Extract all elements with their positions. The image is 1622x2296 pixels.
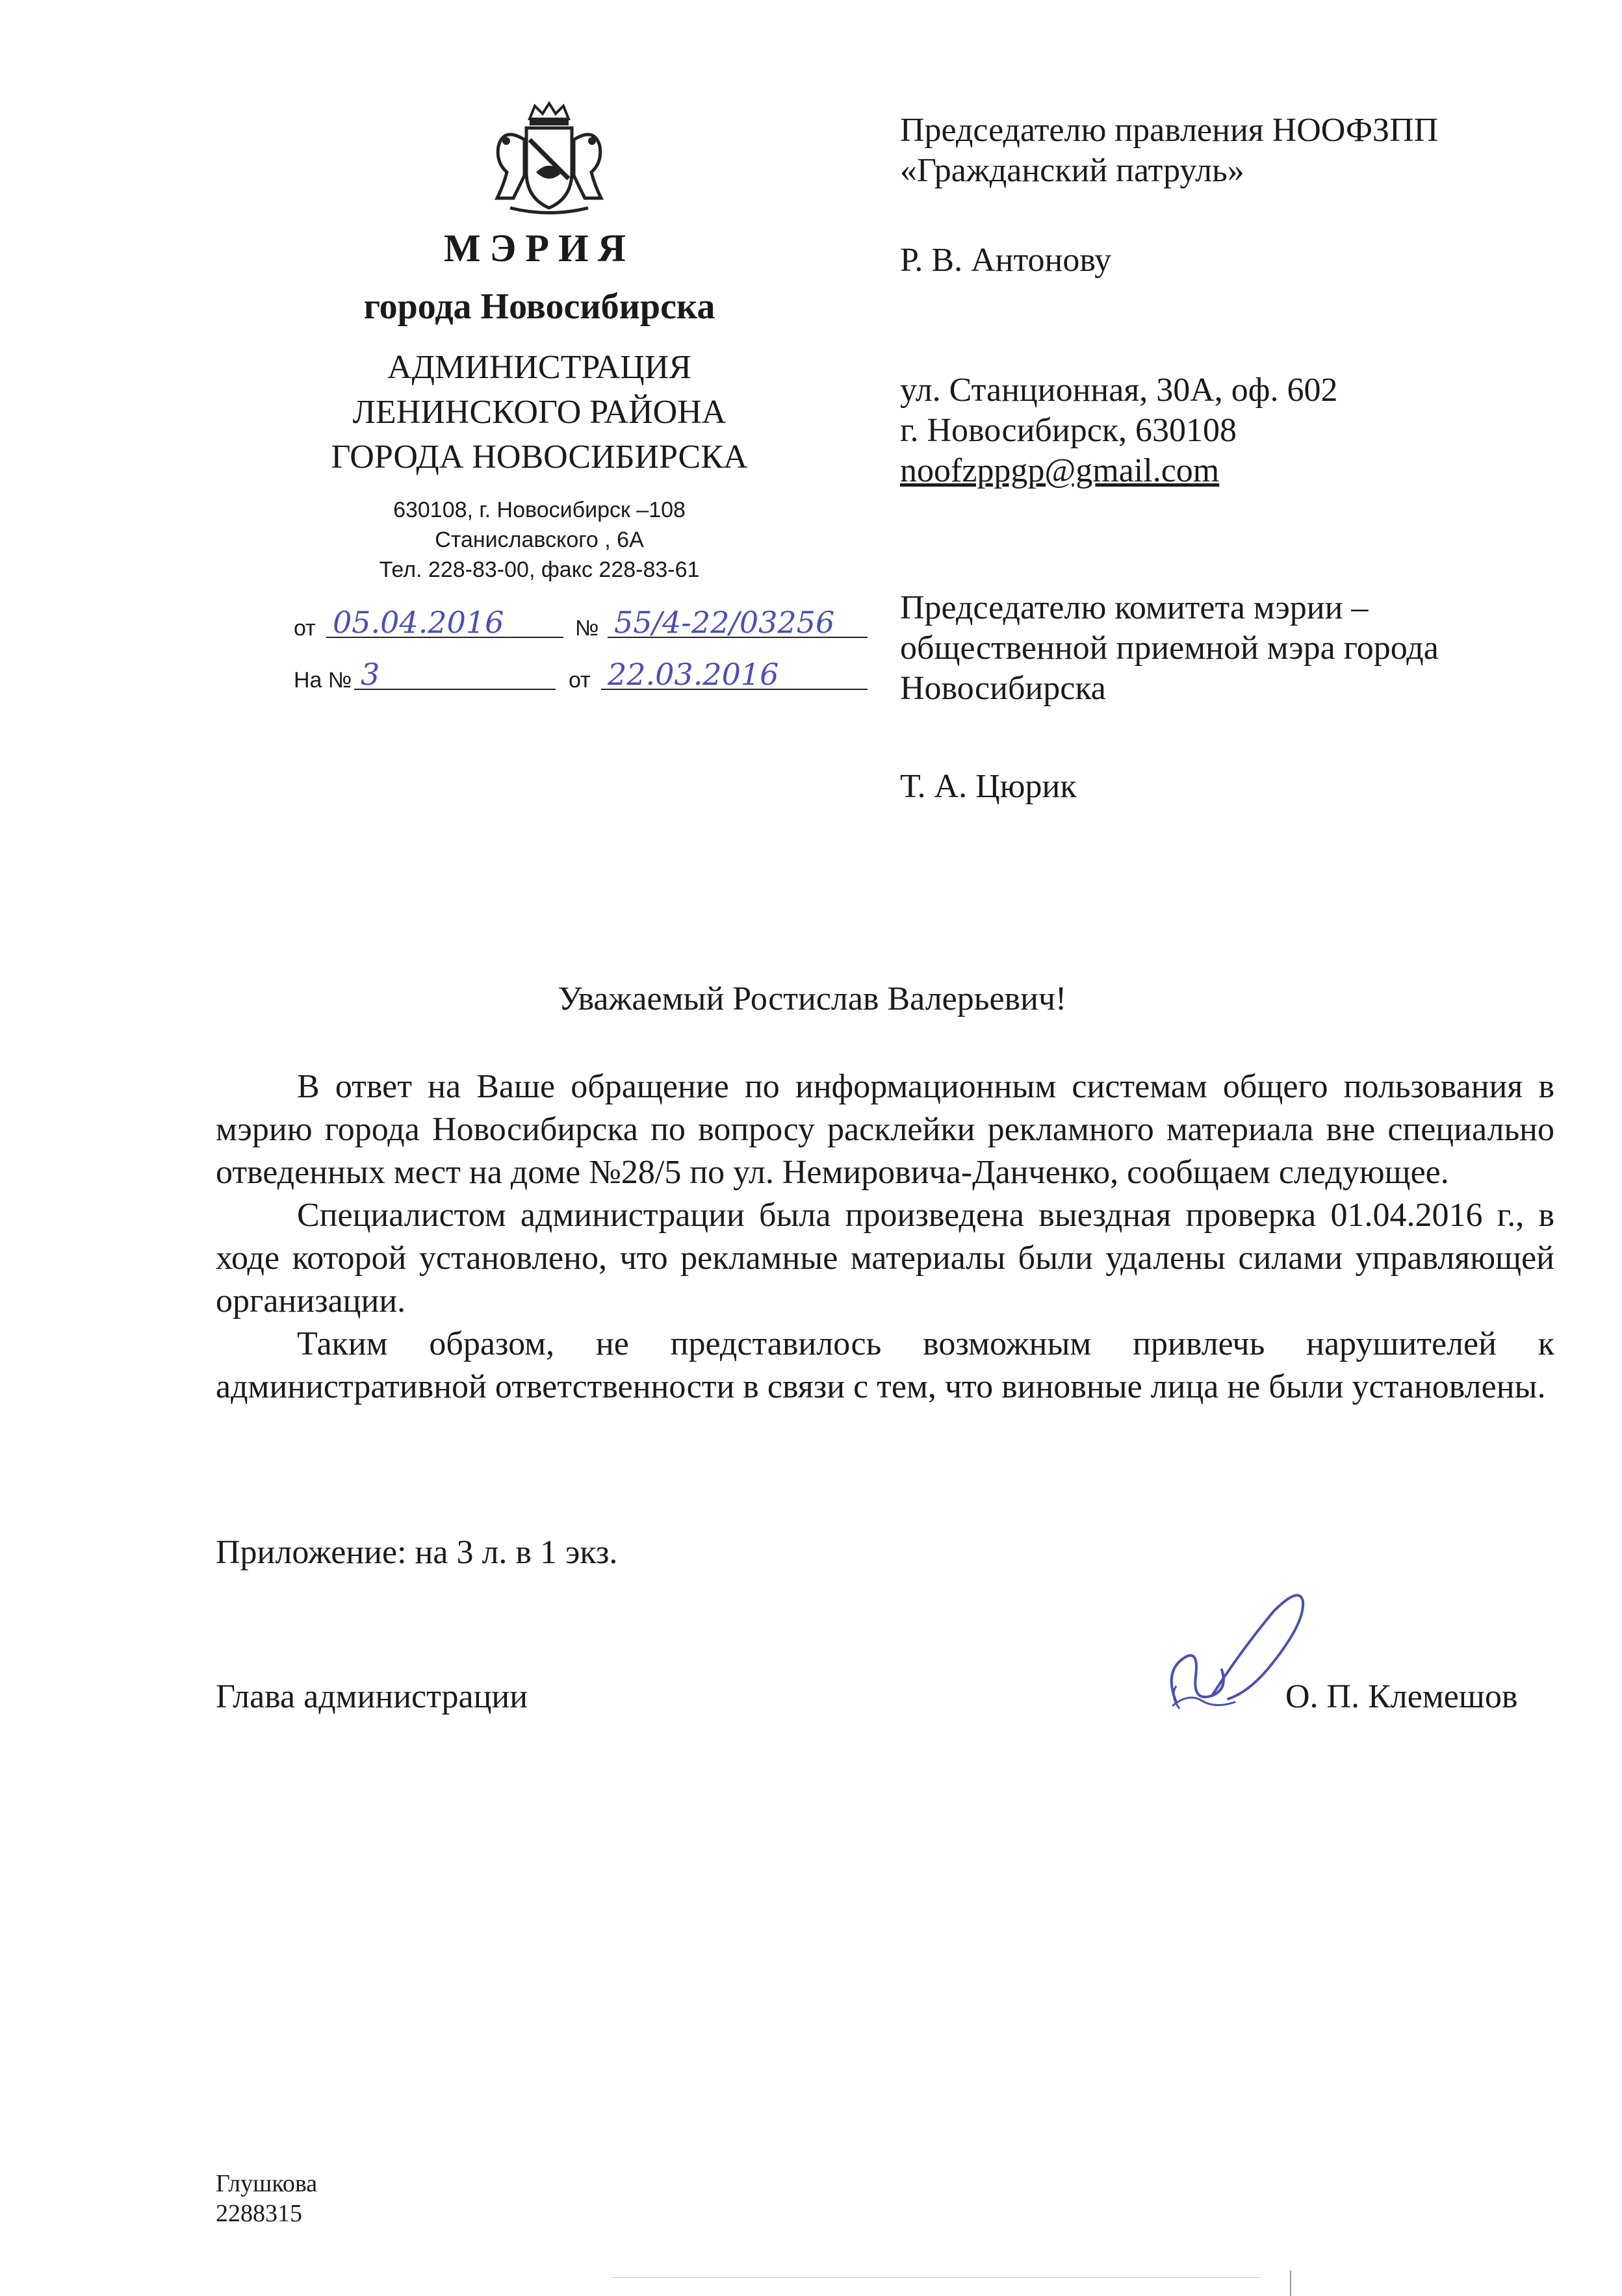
recipient-1-address-line: г. Новосибирск, 630108: [900, 412, 1237, 449]
administration-line: ГОРОДА НОВОСИБИРСКА: [331, 439, 748, 476]
recipient-2-title: общественной приемной мэра города: [900, 630, 1439, 667]
reference-date: 22.03.2016: [601, 661, 868, 690]
recipient-1: [900, 110, 1589, 191]
recipient-1-title: Председателю правления НООФЗПП: [900, 112, 1439, 149]
signatory-name: О. П. Клемешов: [1285, 1678, 1518, 1715]
recipient-1-email: noofzppgp@gmail.com: [900, 452, 1220, 489]
coat-of-arms-emblem: [484, 101, 614, 218]
city-title: города Новосибирска: [363, 287, 715, 327]
recipient-1-name: Р. В. Антонову: [900, 242, 1112, 279]
from-label: от: [294, 616, 316, 641]
signatory-position: Глава администрации: [216, 1678, 528, 1715]
administration-line: АДМИНИСТРАЦИЯ: [387, 349, 691, 386]
scan-edge-mark: [611, 2277, 1261, 2278]
outgoing-number: 55/4-22/03256: [608, 609, 868, 638]
sender-address-line: 630108, г. Новосибирск –108: [393, 498, 686, 522]
reference-from-label: от: [569, 668, 591, 693]
body-paragraph: Специалистом администрации была произведена выездная проверка 01.04.2016 г., в ходе которой установлено, что рекламные материалы были удалены силами управляющей организации.: [216, 1197, 1554, 1320]
executor-phone: 2288315: [216, 2200, 302, 2227]
sender-address-line: Станиславского , 6А: [435, 528, 644, 552]
salutation: Уважаемый Ростислав Валерьевич!: [558, 980, 1067, 1017]
recipient-2-title: Председателю комитета мэрии –: [900, 589, 1369, 626]
reference-label: На №: [294, 668, 352, 693]
meria-title: МЭРИЯ: [444, 227, 635, 270]
sender-address-line: Тел. 228-83-00, факс 228-83-61: [379, 557, 700, 582]
recipient-1-address: [900, 370, 1589, 491]
administration-line: ЛЕНИНСКОГО РАЙОНА: [352, 394, 727, 431]
attachment-note: Приложение: на 3 л. в 1 экз.: [216, 1534, 618, 1571]
recipient-2: [900, 588, 1589, 709]
recipient-1-address-line: ул. Станционная, 30А, оф. 602: [900, 372, 1338, 409]
body-paragraph: В ответ на Ваше обращение по информационным системам общего пользования в мэрию города Новосибирска по вопросу расклейки рекламного материала вне специально отведенных мест на доме №28/5 по ул. Немировича-Данченко, сообщаем следующее.: [216, 1068, 1554, 1191]
letter-body: [216, 1065, 1554, 1409]
recipient-2-name: Т. А. Цюрик: [900, 768, 1077, 805]
number-label: №: [575, 616, 599, 641]
body-paragraph: Таким образом, не представилось возможным привлечь нарушителей к административной ответственности в связи с тем, что виновные лица не были установлены.: [216, 1325, 1554, 1405]
recipient-1-title: «Гражданский патруль»: [900, 152, 1244, 189]
executor-name: Глушкова: [216, 2170, 318, 2197]
scan-edge-mark: [1290, 2271, 1291, 2296]
outgoing-date: 05.04.2016: [326, 609, 563, 638]
recipient-2-title: Новосибирска: [900, 670, 1106, 707]
reference-number: 3: [354, 661, 556, 690]
